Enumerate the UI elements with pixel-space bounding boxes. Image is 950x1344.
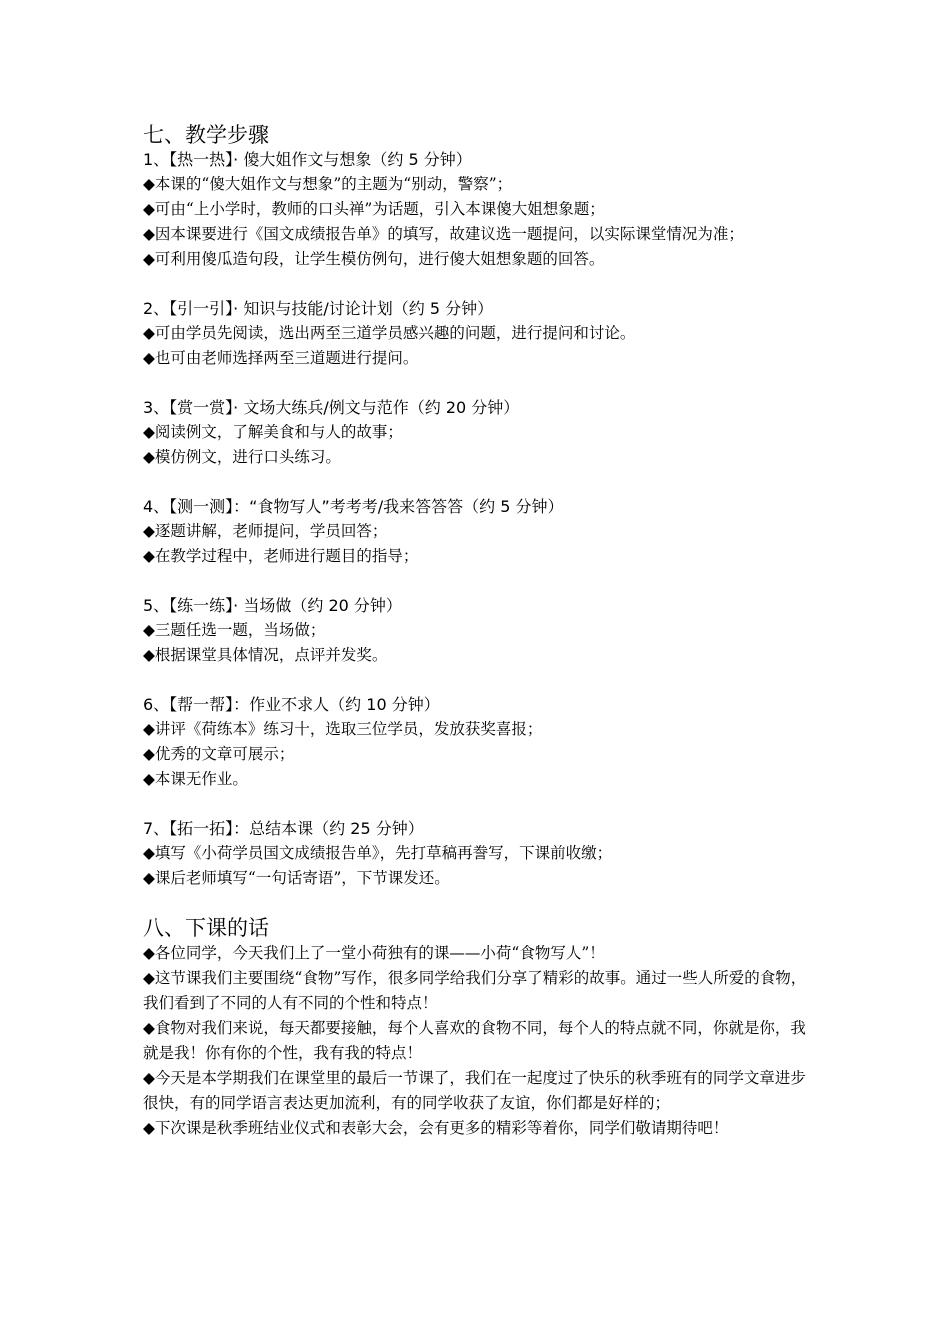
bullet-text: 三题任选一题，当场做； — [154, 621, 326, 639]
diamond-bullet-icon: ◆ — [143, 720, 155, 738]
bullet-text: 可利用傻瓜造句段，让学生模仿例句，进行傻大姐想象题的回答。 — [154, 250, 605, 268]
step-title: 2、【引一引】· 知识与技能/讨论计划（约 5 分钟） — [143, 299, 494, 318]
step-block — [143, 817, 813, 891]
bullet-text: 模仿例文，进行口头练习。 — [154, 448, 341, 466]
bullet-text: 本课的“傻大姐作文与想象”的主题为“别动，警察”； — [154, 175, 513, 193]
spacer — [143, 272, 813, 297]
diamond-bullet-icon: ◆ — [143, 225, 155, 243]
bullet-item — [143, 618, 813, 643]
diamond-bullet-icon: ◆ — [143, 869, 155, 887]
spacer — [143, 668, 813, 693]
bullet-text: 这节课我们主要围绕“食物”写作，很多同学给我们分享了精彩的故事。通过一些人所爱的食物，我们看到了不同的人有不同的个性和特点！ — [143, 969, 807, 1012]
bullet-item — [143, 346, 813, 371]
bullet-item — [143, 172, 813, 197]
bullet-item — [143, 643, 813, 668]
bullet-text: 今天是本学期我们在课堂里的最后一节课了，我们在一起度过了快乐的秋季班有的同学文章进步很快，有的同学语言表达更加流利，有的同学收获了友谊，你们都是好样的； — [143, 1069, 806, 1112]
step-block — [143, 693, 813, 792]
bullet-item — [143, 222, 813, 247]
bullet-item — [143, 742, 813, 767]
spacer — [143, 891, 813, 915]
bullet-text: 下次课是秋季班结业仪式和表彰大会，会有更多的精彩等着你，同学们敬请期待吧！ — [154, 1119, 729, 1137]
spacer — [143, 371, 813, 396]
bullet-item — [143, 247, 813, 272]
spacer — [143, 569, 813, 594]
diamond-bullet-icon: ◆ — [143, 1119, 155, 1137]
document-page — [143, 122, 813, 1141]
bullet-text: 食物对我们来说，每天都要接触，每个人喜欢的食物不同，每个人的特点就不同，你就是你，我就是我！你有你的个性，我有我的特点！ — [143, 1019, 806, 1062]
diamond-bullet-icon: ◆ — [143, 1069, 155, 1087]
spacer — [143, 470, 813, 495]
step-block — [143, 396, 813, 470]
diamond-bullet-icon: ◆ — [143, 646, 155, 664]
diamond-bullet-icon: ◆ — [143, 349, 155, 367]
teaching-steps-list — [143, 148, 813, 891]
bullet-item — [143, 197, 813, 222]
bullet-item — [143, 544, 813, 569]
spacer — [143, 792, 813, 817]
bullet-text: 逐题讲解，老师提问，学员回答； — [154, 522, 388, 540]
step-title: 3、【赏一赏】· 文场大练兵/例文与范作（约 20 分钟） — [143, 398, 520, 417]
diamond-bullet-icon: ◆ — [143, 844, 155, 862]
diamond-bullet-icon: ◆ — [143, 522, 155, 540]
bullet-text: 根据课堂具体情况，点评并发奖。 — [154, 646, 388, 664]
bullet-text: 可由“上小学时，教师的口头禅”为话题，引入本课傻大姐想象题； — [154, 200, 605, 218]
step-block — [143, 495, 813, 569]
step-title: 5、【练一练】· 当场做（约 20 分钟） — [143, 596, 402, 615]
bullet-text: 因本课要进行《国文成绩报告单》的填写，故建议选一题提问，以实际课堂情况为准； — [154, 225, 744, 243]
bullet-item — [143, 420, 813, 445]
diamond-bullet-icon: ◆ — [143, 745, 155, 763]
bullet-text: 阅读例文，了解美食和与人的故事； — [154, 423, 403, 441]
bullet-text: 课后老师填写“一句话寄语”，下节课发还。 — [154, 869, 450, 887]
diamond-bullet-icon: ◆ — [143, 969, 155, 987]
bullet-item — [143, 841, 813, 866]
bullet-item — [143, 717, 813, 742]
diamond-bullet-icon: ◆ — [143, 200, 155, 218]
bullet-item — [143, 321, 813, 346]
diamond-bullet-icon: ◆ — [143, 1019, 155, 1037]
diamond-bullet-icon: ◆ — [143, 423, 155, 441]
diamond-bullet-icon: ◆ — [143, 324, 155, 342]
bullet-text: 优秀的文章可展示； — [154, 745, 295, 763]
bullet-item — [143, 1066, 813, 1116]
bullet-item — [143, 767, 813, 792]
bullet-item — [143, 941, 813, 966]
step-block — [143, 594, 813, 668]
step-title: 1、【热一热】· 傻大姐作文与想象（约 5 分钟） — [143, 150, 472, 169]
bullet-text: 本课无作业。 — [154, 770, 248, 788]
bullet-item — [143, 445, 813, 470]
bullet-item — [143, 966, 813, 1016]
diamond-bullet-icon: ◆ — [143, 770, 155, 788]
diamond-bullet-icon: ◆ — [143, 250, 155, 268]
step-title: 4、【测一测】：“食物写人”考考考/我来答答答（约 5 分钟） — [143, 497, 564, 516]
bullet-item — [143, 1116, 813, 1141]
diamond-bullet-icon: ◆ — [143, 944, 155, 962]
bullet-text: 讲评《荷练本》练习十，选取三位学员，发放获奖喜报； — [154, 720, 543, 738]
bullet-text: 也可由老师选择两至三道题进行提问。 — [154, 349, 419, 367]
bullet-text: 各位同学，今天我们上了一堂小荷独有的课——小荷“食物写人”！ — [154, 944, 605, 962]
diamond-bullet-icon: ◆ — [143, 621, 155, 639]
step-block — [143, 297, 813, 371]
diamond-bullet-icon: ◆ — [143, 547, 155, 565]
step-title: 6、【帮一帮】：作业不求人（约 10 分钟） — [143, 695, 440, 714]
diamond-bullet-icon: ◆ — [143, 448, 155, 466]
step-block — [143, 148, 813, 272]
section-title-teaching-steps: 七、教学步骤 — [143, 123, 269, 147]
bullet-text: 可由学员先阅读，选出两至三道学员感兴趣的问题，进行提问和讨论。 — [154, 324, 636, 342]
bullet-item — [143, 866, 813, 891]
step-title: 7、【拓一拓】：总结本课（约 25 分钟） — [143, 819, 424, 838]
bullet-text: 填写《小荷学员国文成绩报告单》，先打草稿再誊写，下课前收缴； — [154, 844, 613, 862]
bullet-text: 在教学过程中，老师进行题目的指导； — [154, 547, 419, 565]
diamond-bullet-icon: ◆ — [143, 175, 155, 193]
section-title-closing-words: 八、下课的话 — [143, 916, 269, 940]
bullet-item — [143, 519, 813, 544]
closing-words-list — [143, 941, 813, 1141]
bullet-item — [143, 1016, 813, 1066]
